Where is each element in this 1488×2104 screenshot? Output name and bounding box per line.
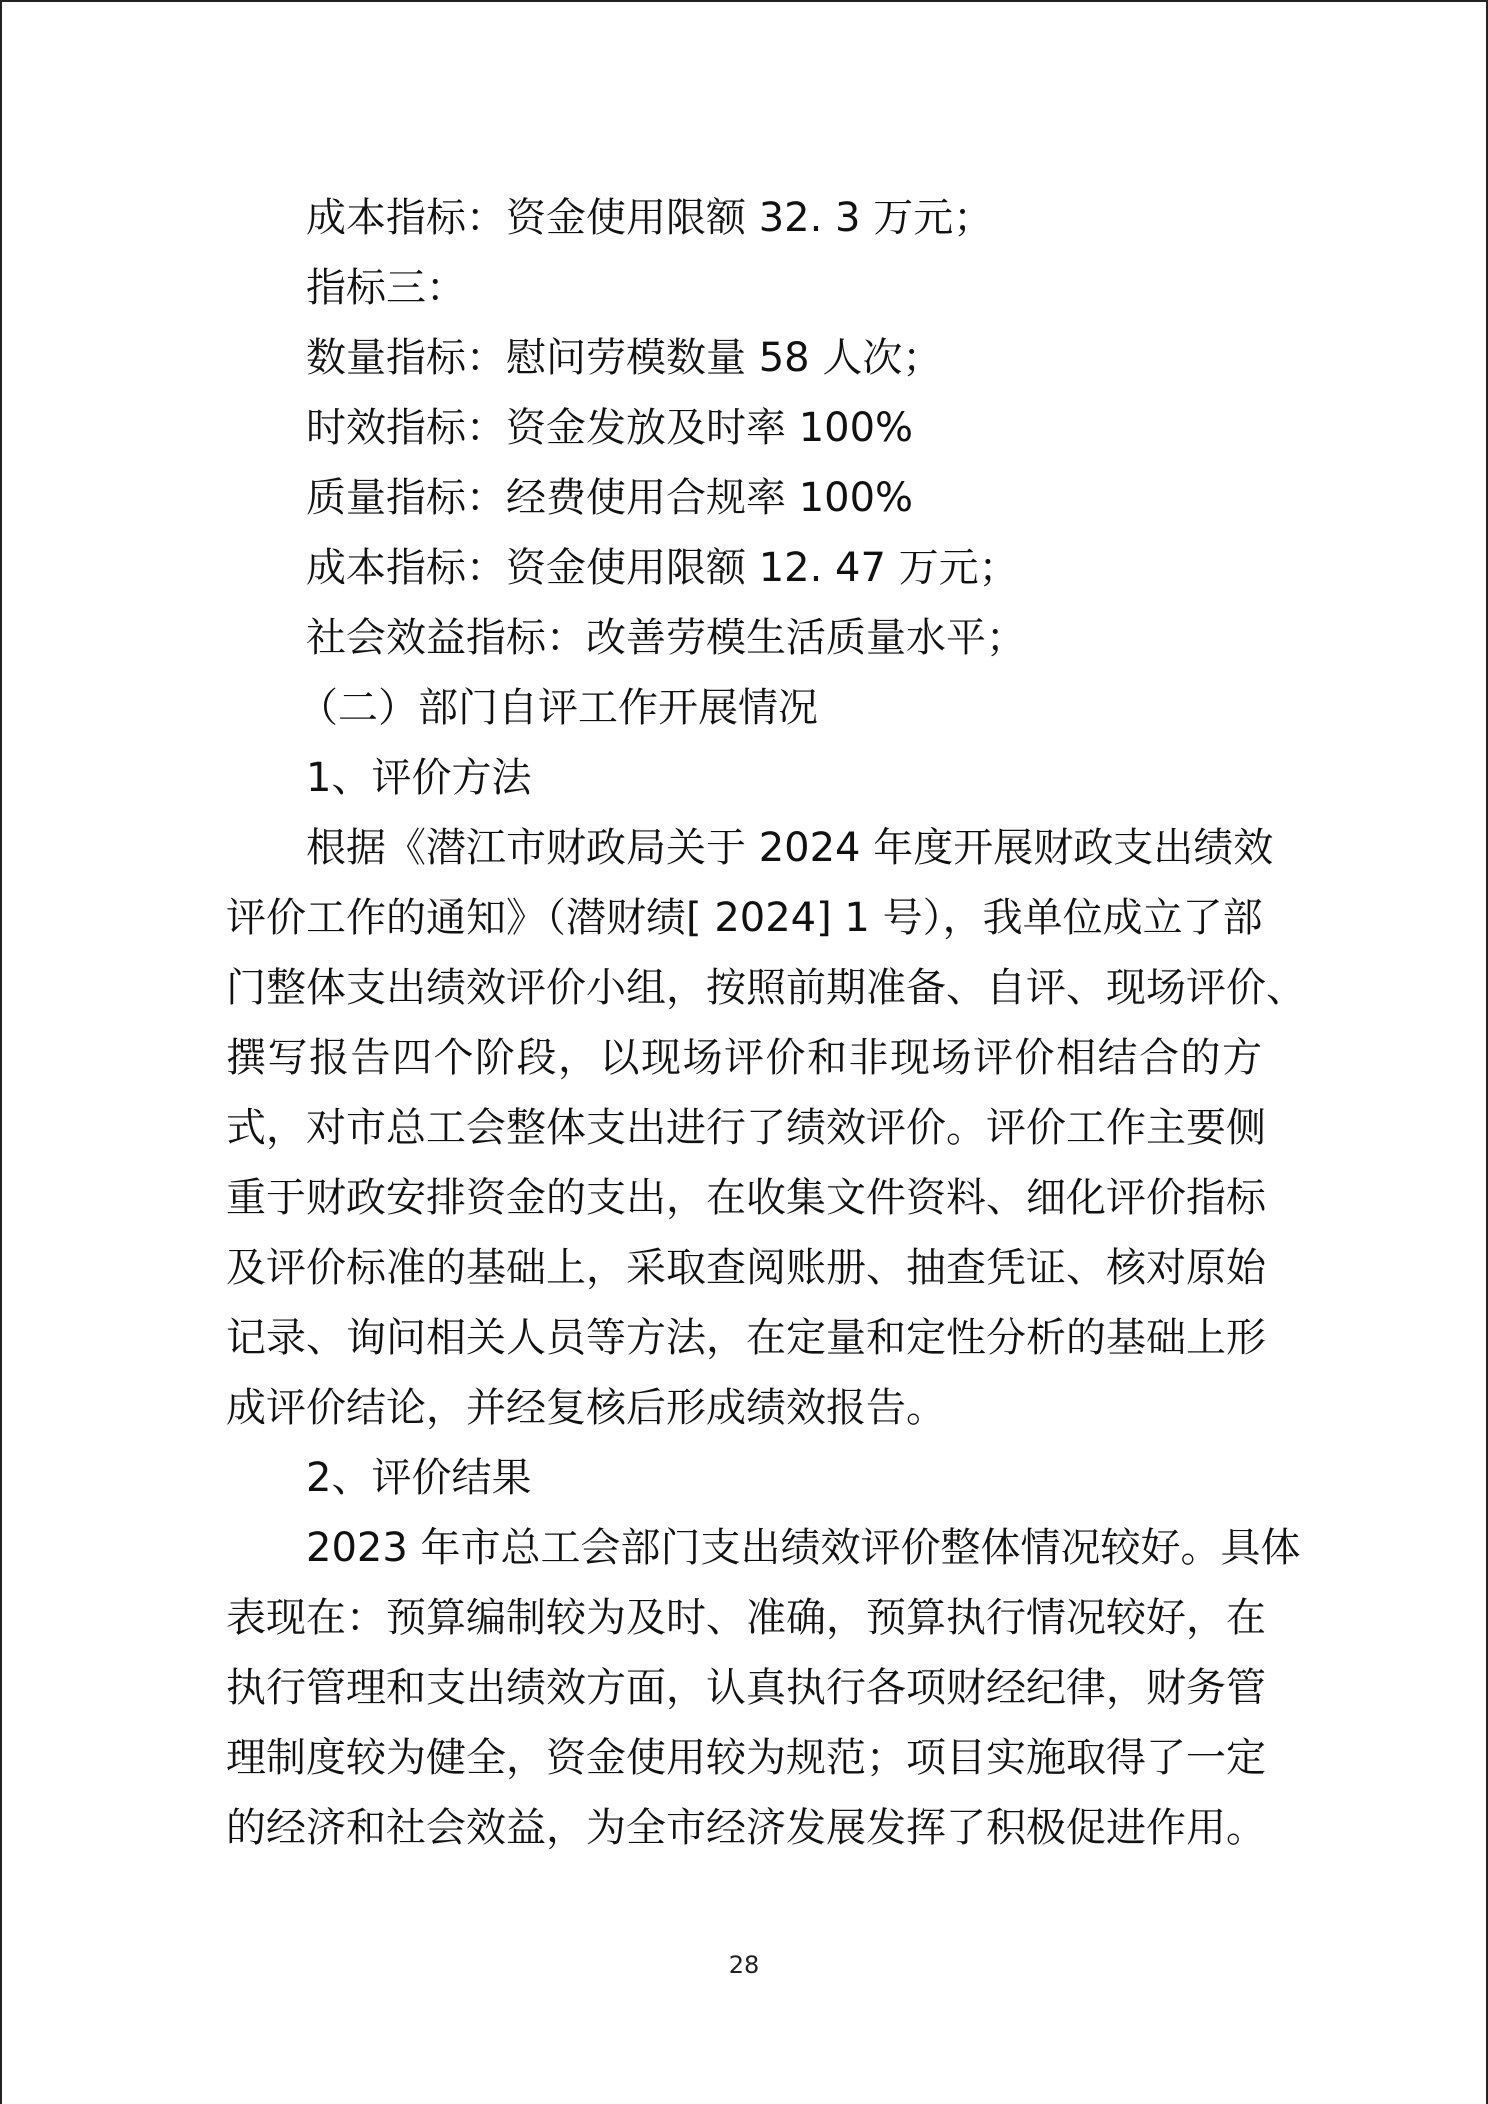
method-paragraph-line: 评价工作的通知》（潜财绩[ 2024] 1 号），我单位成立了部 xyxy=(226,895,1263,941)
result-paragraph-line: 的经济和社会效益，为全市经济发展发挥了积极促进作用。 xyxy=(226,1805,1266,1851)
section-heading: （二）部门自评工作开展情况 xyxy=(298,685,818,731)
indicator-cost-2: 成本指标：资金使用限额 12. 47 万元； xyxy=(306,545,1019,591)
method-paragraph-line: 根据《潜江市财政局关于 2024 年度开展财政支出绩效 xyxy=(306,825,1274,871)
method-heading: 1、评价方法 xyxy=(306,755,532,801)
indicator-timeliness: 时效指标：资金发放及时率 100% xyxy=(306,405,914,451)
indicator-three-heading: 指标三： xyxy=(306,265,466,311)
result-paragraph-line: 2023 年市总工会部门支出绩效评价整体情况较好。具体 xyxy=(306,1525,1301,1571)
indicator-quality: 质量指标：经费使用合规率 100% xyxy=(306,475,914,521)
result-heading: 2、评价结果 xyxy=(306,1455,532,1501)
indicator-quantity: 数量指标：慰问劳模数量 58 人次； xyxy=(306,335,943,381)
result-paragraph-line: 执行管理和支出绩效方面，认真执行各项财经纪律，财务管 xyxy=(226,1665,1266,1711)
method-paragraph-line: 式，对市总工会整体支出进行了绩效评价。评价工作主要侧 xyxy=(226,1105,1266,1151)
indicator-cost-1: 成本指标：资金使用限额 32. 3 万元； xyxy=(306,195,994,241)
page-number: 28 xyxy=(728,1951,760,1979)
method-paragraph-line: 成评价结论，并经复核后形成绩效报告。 xyxy=(226,1385,946,1431)
indicator-social-benefit: 社会效益指标：改善劳模生活质量水平； xyxy=(306,615,1026,661)
method-paragraph-line: 重于财政安排资金的支出，在收集文件资料、细化评价指标 xyxy=(226,1175,1266,1221)
method-paragraph-line: 撰写报告四个阶段，以现场评价和非现场评价相结合的方 xyxy=(226,1035,1262,1081)
method-paragraph-line: 门整体支出绩效评价小组，按照前期准备、自评、现场评价、 xyxy=(226,965,1306,1011)
method-paragraph-line: 记录、询问相关人员等方法，在定量和定性分析的基础上形 xyxy=(226,1315,1266,1361)
result-paragraph-line: 表现在：预算编制较为及时、准确，预算执行情况较好，在 xyxy=(226,1595,1266,1641)
method-paragraph-line: 及评价标准的基础上，采取查阅账册、抽查凭证、核对原始 xyxy=(226,1245,1266,1291)
result-paragraph-line: 理制度较为健全，资金使用较为规范；项目实施取得了一定 xyxy=(226,1735,1266,1781)
